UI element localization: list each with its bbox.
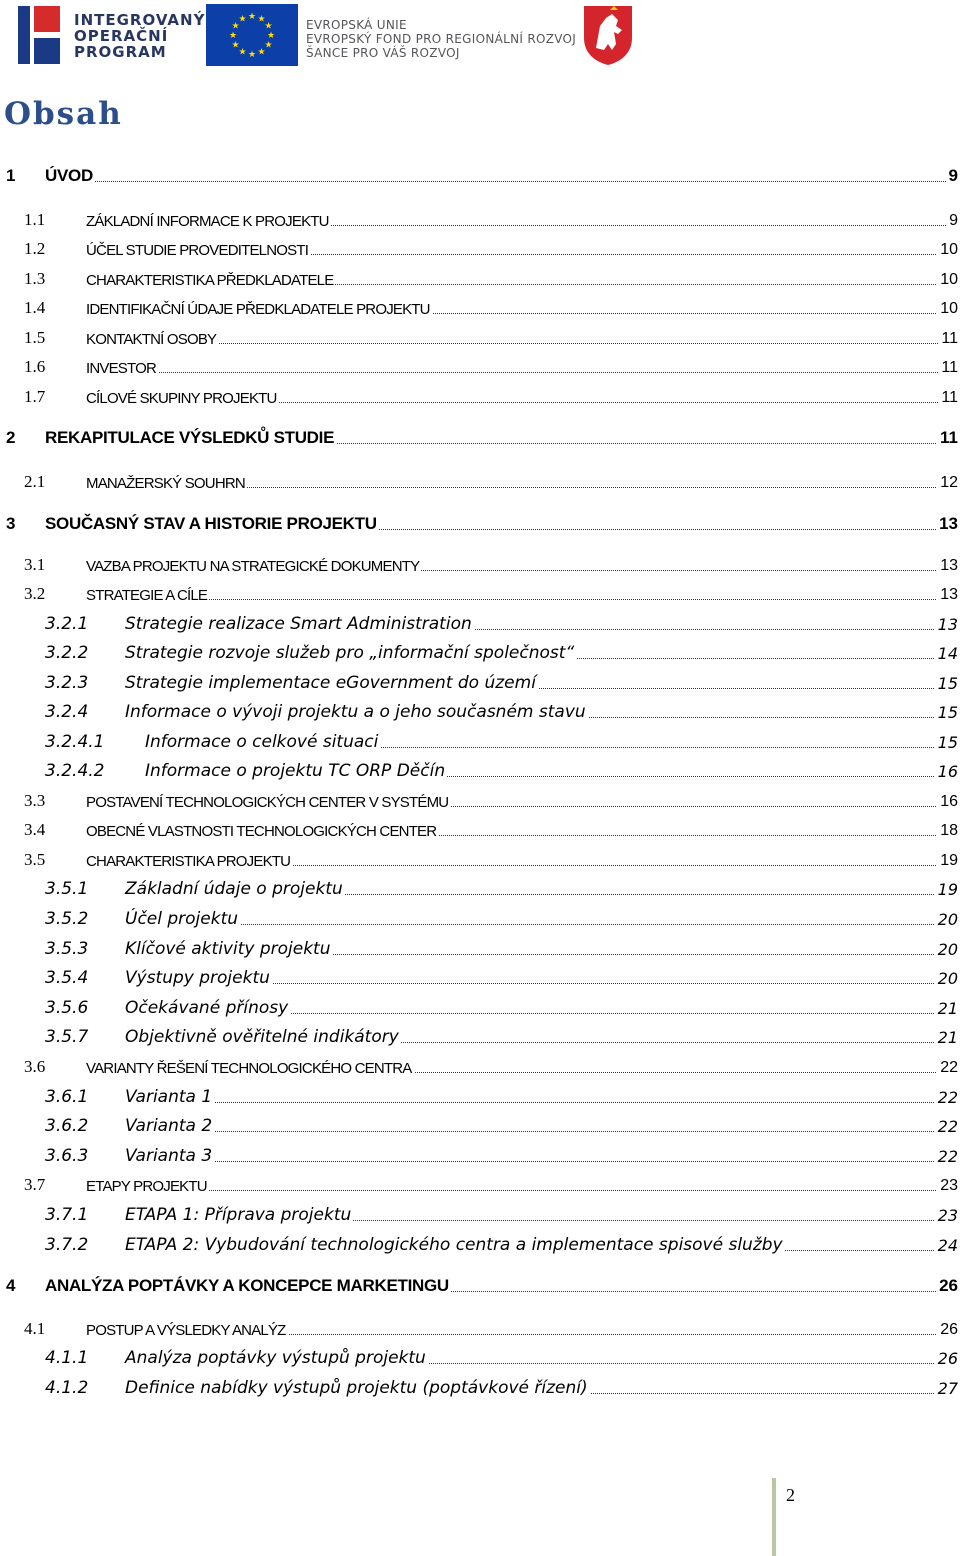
toc-entry-page: 11 <box>938 359 958 377</box>
toc-entry[interactable] <box>0 671 958 695</box>
toc-entry-number: 3.2.4.1 <box>45 732 105 752</box>
toc-entry-number: 3.6 <box>24 1057 46 1076</box>
toc-entry[interactable] <box>0 1055 958 1079</box>
toc-entry-page: 20 <box>935 910 958 929</box>
toc-entry-number: 1.4 <box>24 298 46 317</box>
toc-entry-page: 13 <box>937 586 958 604</box>
eu-fund-text: EVROPSKÁ UNIE EVROPSKÝ FOND PRO REGIONÁLNÍ ROZVOJ ŠANCE PRO VÁŠ ROZVOJ <box>306 18 577 60</box>
toc-entry[interactable] <box>0 612 958 636</box>
eu-star-icon: ★ <box>247 11 257 21</box>
toc-entry[interactable] <box>0 208 958 232</box>
toc-entry-number: 3.5.6 <box>45 998 89 1018</box>
toc-entry-number: 3.2.4 <box>45 702 89 722</box>
toc-entry-title: MANAŽERSKÝ SOUHRN <box>86 475 245 492</box>
toc-entry-title: ÚVOD <box>45 166 93 185</box>
toc-entry-page: 10 <box>937 300 958 318</box>
toc-entry-title: ÚČEL STUDIE PROVEDITELNOSTI <box>86 242 309 259</box>
toc-entry-title: VAZBA PROJEKTU NA STRATEGICKÉ DOKUMENTY <box>86 558 420 575</box>
toc-entry-title: Strategie implementace eGovernment do území <box>125 673 536 693</box>
toc-entry-title: Definice nabídky výstupů projektu (poptávkové řízení) <box>125 1378 588 1398</box>
toc-entry-page: 19 <box>937 852 958 870</box>
eu-star-icon: ★ <box>228 30 238 40</box>
toc-entry-page: 26 <box>937 1321 958 1339</box>
toc-entry-title: Strategie rozvoje služeb pro „informační společnost“ <box>125 643 575 663</box>
toc-entry-number: 3.1 <box>24 555 46 574</box>
toc-entry[interactable] <box>0 1085 958 1109</box>
toc-entry-title: ETAPA 1: Příprava projektu <box>125 1205 352 1225</box>
toc-entry[interactable] <box>0 1114 958 1138</box>
toc-entry-title: Varianta 1 <box>125 1087 213 1107</box>
toc-entry[interactable] <box>0 1346 958 1370</box>
footer-rule <box>772 1478 776 1556</box>
toc-entry[interactable] <box>0 426 958 450</box>
toc-entry-title: OBECNÉ VLASTNOSTI TECHNOLOGICKÝCH CENTER <box>86 823 437 840</box>
toc-entry[interactable] <box>0 385 958 409</box>
eu-star-icon: ★ <box>231 20 240 31</box>
toc-entry-page: 21 <box>935 1028 958 1047</box>
toc-entry-title: CÍLOVÉ SKUPINY PROJEKTU <box>86 390 277 407</box>
toc-leader-dots <box>125 1161 954 1162</box>
toc-entry-title: REKAPITULACE VÝSLEDKŮ STUDIE <box>45 428 335 447</box>
toc-entry[interactable] <box>0 818 958 842</box>
toc-entry-number: 1.1 <box>24 210 46 229</box>
toc-entry-page: 11 <box>938 389 958 407</box>
toc-entry-title: Varianta 3 <box>125 1146 213 1166</box>
toc-entry-page: 22 <box>935 1147 958 1166</box>
toc-entry-page: 20 <box>935 969 958 988</box>
toc-entry[interactable] <box>0 700 958 724</box>
toc-entry-number: 3.2.2 <box>45 643 89 663</box>
toc-leader-dots <box>86 372 954 373</box>
toc-entry-number: 3.2.1 <box>45 614 89 634</box>
toc-entry-title: ANALÝZA POPTÁVKY A KONCEPCE MARKETINGU <box>45 1276 449 1295</box>
iop-logo-text: INTEGROVANÝ OPERAČNÍ PROGRAM <box>74 11 206 61</box>
toc-entry-number: 3.2.3 <box>45 673 89 693</box>
eu-star-icon: ★ <box>264 20 273 31</box>
toc-entry-page: 20 <box>935 940 958 959</box>
toc-entry-number: 3.6.1 <box>45 1087 89 1107</box>
eu-star-icon: ★ <box>257 46 266 57</box>
toc-entry-page: 9 <box>946 166 958 186</box>
toc-entry[interactable] <box>0 582 958 606</box>
toc-entry-number: 1.7 <box>24 387 46 406</box>
toc-entry-page: 26 <box>936 1276 958 1296</box>
toc-entry-page: 9 <box>946 212 958 230</box>
toc-entry[interactable] <box>0 641 958 665</box>
toc-entry-page: 10 <box>937 271 958 289</box>
toc-entry-number: 3.5.3 <box>45 939 89 959</box>
eu-star-icon: ★ <box>238 13 247 24</box>
toc-entry-title: INVESTOR <box>86 360 157 377</box>
toc-entry-page: 19 <box>935 880 958 899</box>
toc-entry-number: 3.2 <box>24 584 46 603</box>
toc-entry[interactable] <box>0 730 958 754</box>
toc-entry-page: 22 <box>937 1059 958 1077</box>
toc-entry-number: 3.5.1 <box>45 879 89 899</box>
toc-entry-number: 4.1.1 <box>45 1348 89 1368</box>
eu-star-icon: ★ <box>257 13 266 24</box>
toc-entry[interactable] <box>0 877 958 901</box>
toc-entry-number: 4.1.2 <box>45 1378 89 1398</box>
toc-entry-page: 16 <box>935 762 958 781</box>
toc-entry-page: 23 <box>935 1206 958 1225</box>
iop-logo <box>18 4 206 66</box>
toc-entry-number: 3.7 <box>24 1175 46 1194</box>
toc-entry[interactable] <box>0 1233 958 1257</box>
toc-leader-dots <box>86 599 954 600</box>
toc-entry[interactable] <box>0 1274 958 1298</box>
toc-entry[interactable] <box>0 326 958 350</box>
toc-entry-number: 4.1 <box>24 1319 46 1338</box>
eu-star-icon: ★ <box>264 39 273 50</box>
toc-leader-dots <box>125 1102 954 1103</box>
toc-entry-title: Varianta 2 <box>125 1116 213 1136</box>
toc-entry-title: Klíčové aktivity projektu <box>125 939 331 959</box>
toc-entry-number: 1.5 <box>24 328 46 347</box>
toc-entry-page: 24 <box>935 1236 958 1255</box>
toc-entry-page: 26 <box>935 1349 958 1368</box>
toc-entry-page: 13 <box>935 615 958 634</box>
toc-leader-dots <box>125 924 954 925</box>
toc-entry[interactable] <box>0 1203 958 1227</box>
eu-star-icon: ★ <box>231 39 240 50</box>
toc-entry-page: 11 <box>937 428 958 448</box>
toc-entry-number: 3.3 <box>24 791 46 810</box>
toc-entry[interactable] <box>0 996 958 1020</box>
toc-entry[interactable] <box>0 1317 958 1341</box>
toc-entry-page: 11 <box>938 330 958 348</box>
toc-entry[interactable] <box>0 470 958 494</box>
toc-entry-title: ETAPA 2: Vybudování technologického centra a implementace spisové služby <box>125 1235 783 1255</box>
toc-entry[interactable] <box>0 512 958 536</box>
eu-star-icon: ★ <box>266 30 276 40</box>
toc-entry-page: 15 <box>935 674 958 693</box>
toc-entry-number: 3.7.2 <box>45 1235 89 1255</box>
toc-entry-title: CHARAKTERISTIKA PROJEKTU <box>86 853 291 870</box>
toc-entry[interactable] <box>0 848 958 872</box>
toc-entry[interactable] <box>0 907 958 931</box>
toc-entry-title: Analýza poptávky výstupů projektu <box>125 1348 426 1368</box>
toc-entry-page: 23 <box>937 1177 958 1195</box>
toc-entry-title: POSTAVENÍ TECHNOLOGICKÝCH CENTER V SYSTÉMU <box>86 794 449 811</box>
toc-entry-title: Objektivně ověřitelné indikátory <box>125 1027 399 1047</box>
toc-entry[interactable] <box>0 1144 958 1168</box>
toc-entry-title: VARIANTY ŘEŠENÍ TECHNOLOGICKÉHO CENTRA <box>86 1060 412 1077</box>
toc-entry-number: 2 <box>6 428 16 447</box>
toc-entry-title: Účel projektu <box>125 909 239 929</box>
toc-entry-page: 15 <box>935 733 958 752</box>
toc-entry[interactable] <box>0 1376 958 1400</box>
toc-entry-title: ZÁKLADNÍ INFORMACE K PROJEKTU <box>86 213 329 230</box>
eu-flag-icon <box>206 4 298 66</box>
eu-star-icon: ★ <box>238 46 247 57</box>
toc-entry-page: 22 <box>935 1088 958 1107</box>
toc-entry-page: 10 <box>937 241 958 259</box>
toc-entry-number: 3.5 <box>24 850 46 869</box>
toc-entry[interactable] <box>0 355 958 379</box>
toc-entry-number: 3.5.7 <box>45 1027 89 1047</box>
toc-title: Obsah <box>4 96 123 132</box>
toc-entry-number: 3.5.2 <box>45 909 89 929</box>
toc-entry-page: 21 <box>935 999 958 1018</box>
toc-entry-page: 16 <box>937 793 958 811</box>
toc-entry[interactable] <box>0 789 958 813</box>
toc-entry[interactable] <box>0 937 958 961</box>
toc-entry-number: 3.7.1 <box>45 1205 89 1225</box>
toc-entry-title: CHARAKTERISTIKA PŘEDKLADATELE <box>86 272 334 289</box>
toc-entry-page: 13 <box>937 557 958 575</box>
toc-entry-page: 15 <box>935 703 958 722</box>
toc-entry-title: Strategie realizace Smart Administration <box>125 614 472 634</box>
toc-entry-page: 14 <box>935 644 958 663</box>
toc-entry-number: 3.6.2 <box>45 1116 89 1136</box>
toc-entry[interactable] <box>0 1025 958 1049</box>
toc-entry[interactable] <box>0 296 958 320</box>
toc-leader-dots <box>86 1190 954 1191</box>
toc-entry-number: 3.6.3 <box>45 1146 89 1166</box>
toc-entry-title: Informace o projektu TC ORP Děčín <box>145 761 446 781</box>
toc-entry-page: 18 <box>937 822 958 840</box>
toc-leader-dots <box>125 1131 954 1132</box>
toc-entry-title: SOUČASNÝ STAV A HISTORIE PROJEKTU <box>45 514 377 533</box>
city-crest-icon <box>582 4 634 66</box>
toc-entry-title: Informace o vývoji projektu a o jeho současném stavu <box>125 702 586 722</box>
toc-entry[interactable] <box>0 759 958 783</box>
toc-entry-title: Očekávané přínosy <box>125 998 289 1018</box>
iop-logo-mark-icon <box>18 4 60 66</box>
toc-entry-title: ETAPY PROJEKTU <box>86 1178 207 1195</box>
toc-entry[interactable] <box>0 966 958 990</box>
toc-entry-title: Základní údaje o projektu <box>125 879 343 899</box>
toc-entry[interactable] <box>0 1173 958 1197</box>
toc-entry-number: 4 <box>6 1276 16 1295</box>
toc-entry-number: 1.3 <box>24 269 46 288</box>
eu-star-icon: ★ <box>247 49 257 59</box>
toc-entry[interactable] <box>0 237 958 261</box>
toc-entry[interactable] <box>0 267 958 291</box>
toc-entry-title: POSTUP A VÝSLEDKY ANALÝZ <box>86 1322 286 1339</box>
toc-entry-number: 1 <box>6 166 16 185</box>
toc-entry-page: 13 <box>936 514 958 534</box>
toc-entry-title: STRATEGIE A CÍLE <box>86 587 208 604</box>
toc-entry-number: 3.5.4 <box>45 968 89 988</box>
toc-leader-dots <box>45 181 954 182</box>
toc-entry-title: IDENTIFIKAČNÍ ÚDAJE PŘEDKLADATELE PROJEKTU <box>86 301 430 318</box>
toc-entry-number: 1.2 <box>24 239 46 258</box>
toc-entry[interactable] <box>0 553 958 577</box>
toc-entry-page: 22 <box>935 1117 958 1136</box>
toc-entry-number: 3.2.4.2 <box>45 761 105 781</box>
page-number: 2 <box>786 1485 795 1505</box>
toc-entry-number: 3.4 <box>24 820 46 839</box>
toc-entry-title: KONTAKTNÍ OSOBY <box>86 331 217 348</box>
toc-entry-title: Informace o celkové situaci <box>145 732 379 752</box>
toc-entry-number: 1.6 <box>24 357 46 376</box>
toc-entry-number: 3 <box>6 514 16 533</box>
toc-entry-number: 2.1 <box>24 472 46 491</box>
toc-entry-page: 12 <box>937 474 958 492</box>
toc-entry-title: Výstupy projektu <box>125 968 270 988</box>
toc-entry[interactable] <box>0 164 958 188</box>
toc-entry-page: 27 <box>935 1379 958 1398</box>
page-header <box>0 0 960 72</box>
